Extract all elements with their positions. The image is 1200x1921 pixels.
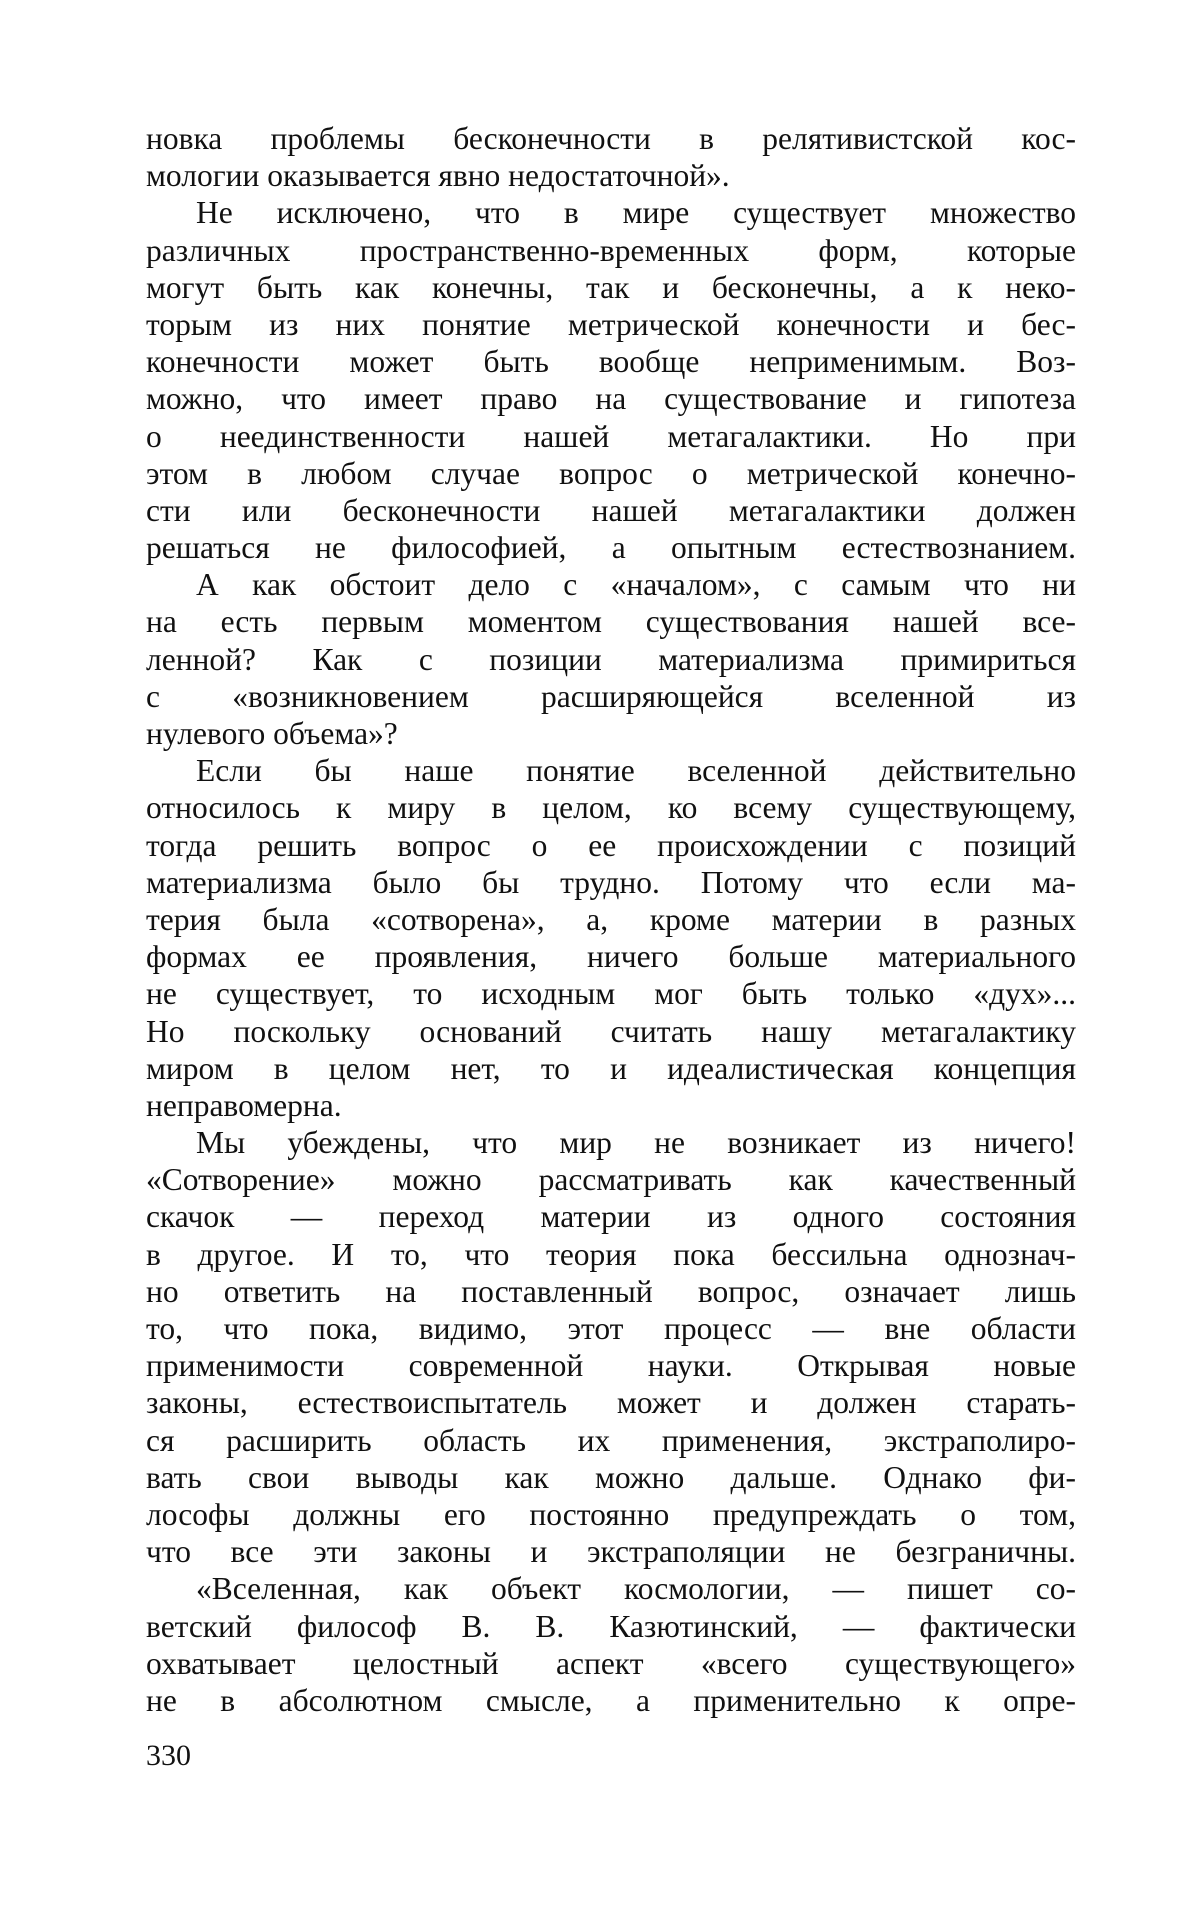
text-line: что все эти законы и экстраполяции не безграничны.: [146, 1533, 1076, 1570]
text-line: Если бы наше понятие вселенной действительно: [146, 752, 1076, 789]
text-line: материализма было бы трудно. Потому что если ма-: [146, 864, 1076, 901]
text-line: относилось к миру в целом, ко всему существующему,: [146, 789, 1076, 826]
text-line: «Вселенная, как объект космологии, — пишет со-: [146, 1570, 1076, 1607]
text-line: не существует, то исходным мог быть только «дух»...: [146, 975, 1076, 1012]
text-line: решаться не философией, а опытным естествознанием.: [146, 529, 1076, 566]
text-line: в другое. И то, что теория пока бессильна однознач-: [146, 1236, 1076, 1273]
text-line: ленной? Как с позиции материализма примириться: [146, 641, 1076, 678]
text-line: законы, естествоиспытатель может и должен старать-: [146, 1384, 1076, 1421]
text-line: нулевого объема»?: [146, 715, 1076, 752]
text-line: новка проблемы бесконечности в релятивистской кос-: [146, 120, 1076, 157]
page-number: 330: [146, 1738, 191, 1774]
text-line: миром в целом нет, то и идеалистическая концепция: [146, 1050, 1076, 1087]
book-page: [0, 0, 1200, 1921]
text-line: но ответить на поставленный вопрос, означает лишь: [146, 1273, 1076, 1310]
text-line: сти или бесконечности нашей метагалактики должен: [146, 492, 1076, 529]
text-line: Мы убеждены, что мир не возникает из ничего!: [146, 1124, 1076, 1161]
text-line: скачок — переход материи из одного состояния: [146, 1198, 1076, 1235]
text-line: различных пространственно-временных форм, которые: [146, 232, 1076, 269]
text-line: ветский философ В. В. Казютинский, — фактически: [146, 1608, 1076, 1645]
text-line: тогда решить вопрос о ее происхождении с позиций: [146, 827, 1076, 864]
text-line: формах ее проявления, ничего больше материального: [146, 938, 1076, 975]
text-line: то, что пока, видимо, этот процесс — вне области: [146, 1310, 1076, 1347]
text-line: ся расширить область их применения, экстраполиро-: [146, 1422, 1076, 1459]
text-line: о неединственности нашей метагалактики. Но при: [146, 418, 1076, 455]
text-line: можно, что имеет право на существование и гипотеза: [146, 380, 1076, 417]
text-line: не в абсолютном смысле, а применительно к опре-: [146, 1682, 1076, 1719]
body-text: [146, 120, 1076, 1719]
text-line: могут быть как конечны, так и бесконечны, а к неко-: [146, 269, 1076, 306]
text-line: применимости современной науки. Открывая новые: [146, 1347, 1076, 1384]
text-line: лософы должны его постоянно предупреждать о том,: [146, 1496, 1076, 1533]
text-line: с «возникновением расширяющейся вселенной из: [146, 678, 1076, 715]
text-line: торым из них понятие метрической конечности и бес-: [146, 306, 1076, 343]
text-line: А как обстоит дело с «началом», с самым что ни: [146, 566, 1076, 603]
text-line: конечности может быть вообще неприменимым. Воз-: [146, 343, 1076, 380]
text-line: охватывает целостный аспект «всего существующего»: [146, 1645, 1076, 1682]
text-line: на есть первым моментом существования нашей все-: [146, 603, 1076, 640]
text-line: Не исключено, что в мире существует множество: [146, 194, 1076, 231]
text-line: мологии оказывается явно недостаточной».: [146, 157, 1076, 194]
text-line: этом в любом случае вопрос о метрической конечно-: [146, 455, 1076, 492]
text-line: Но поскольку оснований считать нашу метагалактику: [146, 1013, 1076, 1050]
text-line: неправомерна.: [146, 1087, 1076, 1124]
text-line: «Сотворение» можно рассматривать как качественный: [146, 1161, 1076, 1198]
text-line: вать свои выводы как можно дальше. Однако фи-: [146, 1459, 1076, 1496]
text-line: терия была «сотворена», а, кроме материи в разных: [146, 901, 1076, 938]
